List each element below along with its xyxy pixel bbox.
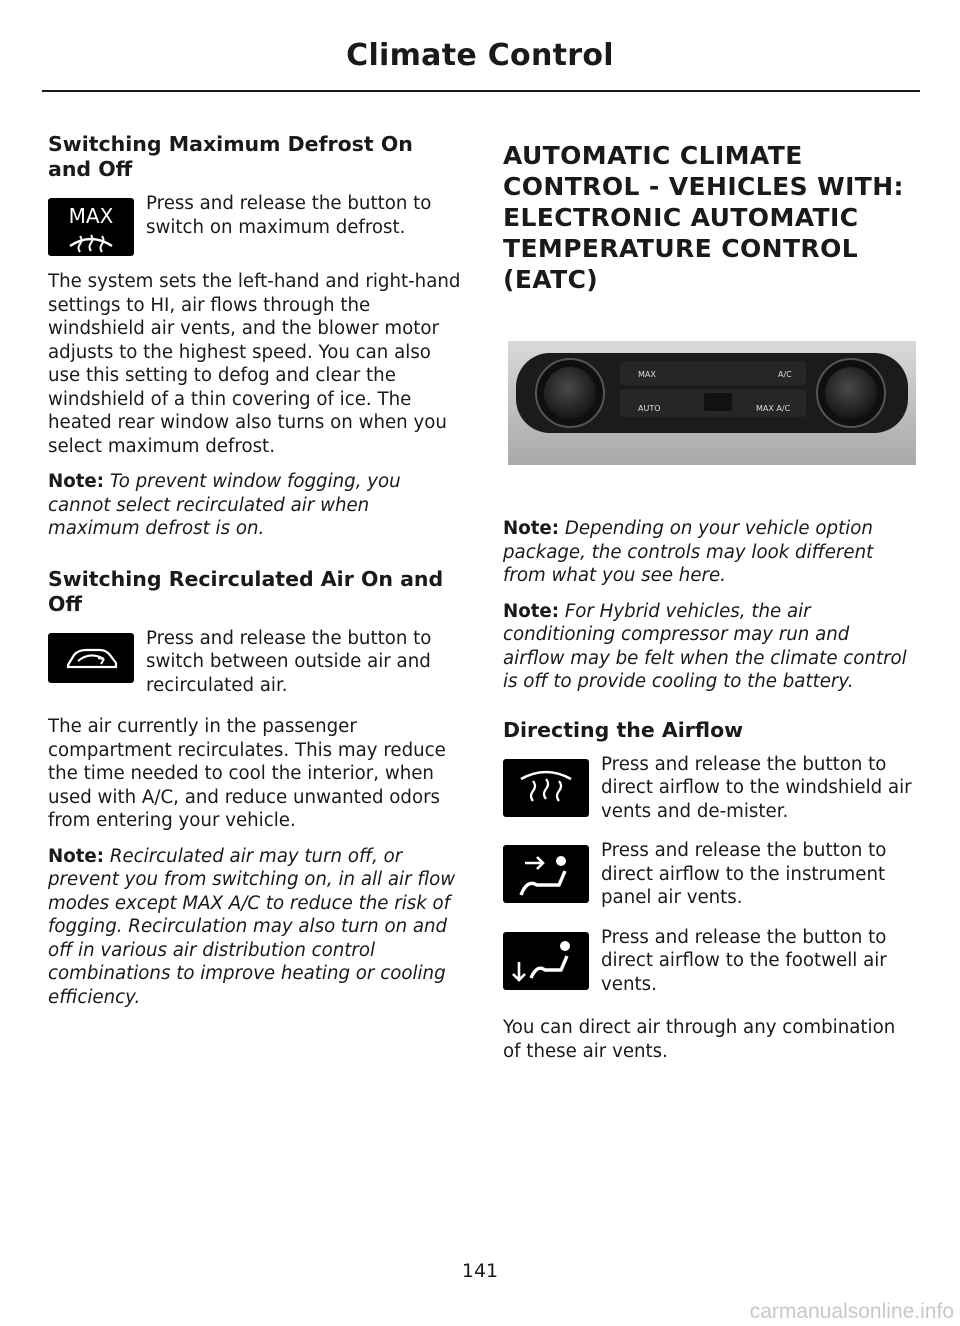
- note-label: Note:: [503, 600, 560, 622]
- note-label: Note:: [503, 518, 560, 539]
- header-divider: [42, 90, 920, 92]
- page-number: 141: [461, 1260, 499, 1282]
- max-defrost-instruction-text: Press and release the button to switch on maximum defrost.: [146, 193, 432, 238]
- note-text: Recirculated air may turn off, or prevent you from switching on, in all air flow modes except MAX A/C to reduce the risk of fogging. Recirculation may also turn on and off in various air distribution control combinations to improve heating or cooling efficiency.: [48, 845, 456, 1008]
- recirc-body: The air currently in the passenger compartment recirculates. This may reduce the time needed to cool the interior, when used with A/C, and reduce unwanted odors from entering your vehicle.: [48, 716, 446, 831]
- option-package-note: [503, 517, 915, 588]
- panel-button-max: MAX: [638, 370, 656, 379]
- hybrid-note: [503, 600, 915, 694]
- panel-vent-icon: [503, 845, 589, 903]
- note-text: For Hybrid vehicles, the air conditioning compressor may run and airflow may be felt when the climate control is off to provide cooling to the battery.: [503, 600, 907, 692]
- airflow-item-text: Press and release the button to direct airflow to the instrument panel air vents.: [601, 840, 887, 908]
- max-defrost-icon-label: MAX: [68, 204, 114, 228]
- recirc-note: [48, 845, 462, 1010]
- max-defrost-body: The system sets the left-hand and right-hand settings to HI, air flows through the windshield air vents, and the blower motor adjusts to the highest speed. You can also use this setting to defog and clear the windshield of a thin covering of ice. The heated rear window also turns on when you select maximum defrost.: [48, 271, 461, 457]
- airflow-item-text: Press and release the button to direct airflow to the footwell air vents.: [601, 926, 887, 995]
- page-title: Climate Control: [346, 38, 614, 73]
- watermark: carmanualsonline.info: [749, 1300, 954, 1323]
- climate-control-panel-image: [508, 341, 916, 465]
- recirc-heading: Switching Recirculated Air On and Off: [48, 566, 444, 616]
- windshield-defrost-icon: [503, 759, 589, 817]
- airflow-body: You can direct air through any combination of these air vents.: [503, 1017, 896, 1062]
- note-text: To prevent window fogging, you cannot select recirculated air when maximum defrost is on.: [48, 471, 401, 539]
- airflow-item-footwell: [503, 926, 915, 997]
- airflow-item-panel: [503, 840, 915, 910]
- note-label: Note:: [48, 845, 105, 867]
- note-label: Note:: [48, 471, 105, 492]
- panel-button-ac: A/C: [778, 370, 792, 379]
- recirc-instruction: [48, 627, 462, 698]
- max-defrost-instruction: [48, 193, 462, 256]
- note-text: Depending on your vehicle option package, the controls may look different from what you see here.: [503, 518, 874, 586]
- max-defrost-icon: [48, 198, 134, 256]
- right-column: [503, 132, 915, 1075]
- recirc-instruction-text: Press and release the button to switch between outside air and recirculated air.: [146, 627, 432, 696]
- section-heading: AUTOMATIC CLIMATE CONTROL - VEHICLES WITH: ELECTRONIC AUTOMATIC TEMPERATURE CONTROL (EATC): [503, 141, 904, 294]
- airflow-item-text: Press and release the button to direct airflow to the windshield air vents and de-mister.: [601, 753, 912, 822]
- airflow-item-windshield: [503, 753, 915, 824]
- panel-button-auto: AUTO: [638, 404, 661, 413]
- recirculated-air-icon: [48, 633, 134, 683]
- airflow-heading: Directing the Airflow: [503, 717, 744, 742]
- left-column: [48, 132, 462, 1021]
- footwell-vent-icon: [503, 932, 589, 990]
- max-defrost-note: [48, 470, 462, 541]
- max-defrost-heading: Switching Maximum Defrost On and Off: [48, 132, 413, 181]
- panel-button-max-ac: MAX A/C: [756, 404, 791, 413]
